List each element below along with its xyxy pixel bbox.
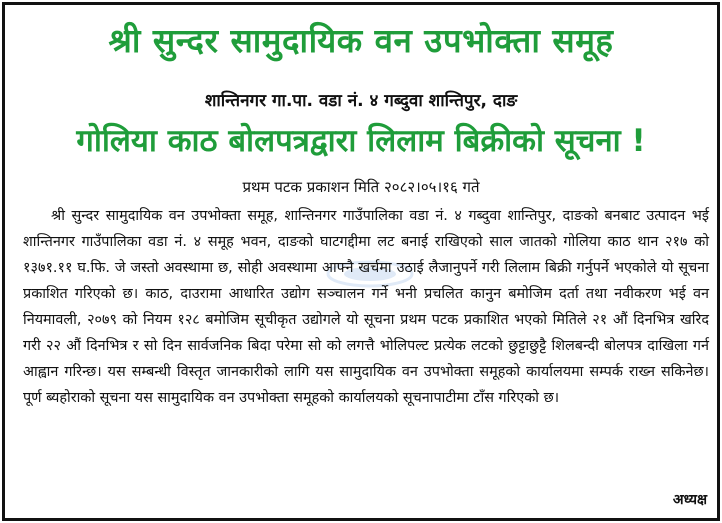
group-address: शान्तिनगर गा.पा. वडा नं. ४ गब्दुवा शान्तिपुर, दाङ bbox=[204, 91, 518, 111]
notice-frame bbox=[2, 2, 720, 521]
signatory-title: अध्यक्ष bbox=[672, 492, 707, 508]
notice-body: श्री सुन्दर सामुदायिक वन उपभोक्ता समूह, शान्तिनगर गाउँपालिका वडा नं. ४ गब्दुवा शान्तिपुर, दाङको बनबाट उत्पादन भई शान्तिनगर गाउँपालिका वडा नं. ४ समूह भवन, दाङको घाटगद्दीमा लट बनाई राखिएको साल जातको गोलिया काठ थान २१७ को १३७१.११ घ.फि. जे जस्तो अवस्थामा छ, सोही अवस्थामा आफ्नै खर्चमा उठाई लैजानुपर्ने गरी लिलाम बिक्री गर्नुपर्ने भएकोले यो सूचना प्रकाशित गरिएको छ। काठ, दाउरामा आधारित उद्योग सञ्चालन गर्ने भनी प्रचलित कानुन बमोजिम दर्ता तथा नवीकरण भई वन नियमावली, २०७९ को नियम १२८ बमोजिम सूचीकृत उद्योगले यो सूचना प्रथम पटक प्रकाशित भएको मितिले २१ औं दिनभित्र खरिद गरी २२ औं दिनभित्र र सो दिन सार्वजनिक बिदा परेमा सो को लगत्तै भोलिपल्ट प्रत्येक लटको छुट्टाछुट्टै शिलबन्दी बोलपत्र दाखिला गर्न आह्वान गरिन्छ। यस सम्बन्धी विस्तृत जानकारीको लागि यस सामुदायिक वन उपभोक्ता समूहको कार्यालयमा सम्पर्क राख्न सकिनेछ। पूर्ण ब्यहोराको सूचना यस सामुदायिक वन उपभोक्ता समूहको कार्यालयको सूचनापाटीमा टाँस गरिएको छ। bbox=[23, 208, 709, 406]
notice-headline: गोलिया काठ बोलपत्रद्वारा लिलाम बिक्रीको सूचना ! bbox=[76, 123, 646, 159]
group-title: श्री सुन्दर सामुदायिक वन उपभोक्ता समूह bbox=[108, 21, 614, 60]
publication-date: प्रथम पटक प्रकाशन मिति २०८२।०५।१६ गते bbox=[242, 178, 480, 196]
